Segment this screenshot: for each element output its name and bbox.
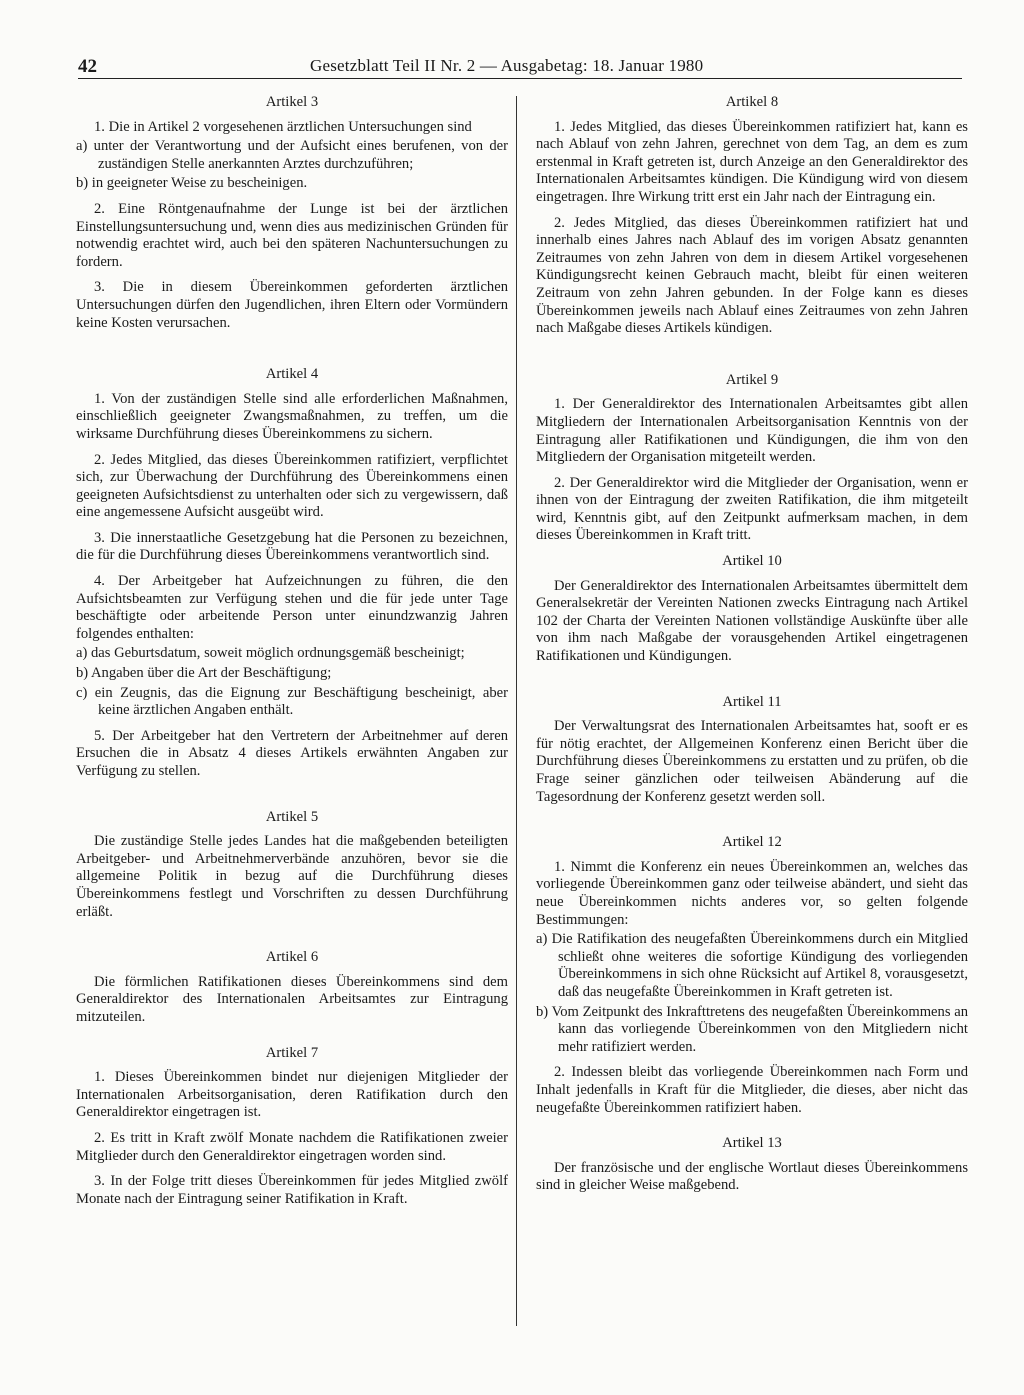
paragraph: 1. Die in Artikel 2 vorgesehenen ärztlichen Untersuchungen sind	[94, 118, 472, 135]
list-item: a) unter der Verantwortung und der Aufsicht eines berufenen, von der zuständigen Stelle anerkannten Arztes durchzuführen;	[76, 138, 508, 172]
article-heading: Artikel 3	[265, 94, 319, 110]
article-heading: Artikel 13	[722, 1135, 782, 1152]
paragraph: Der französische und der englische Wortlaut dieses Übereinkommens sind in gleicher Weise maßgebend.	[536, 1159, 968, 1194]
article-13	[536, 1135, 968, 1195]
paragraph: 3. Die in diesem Übereinkommen geforderten ärztlichen Untersuchungen dürfen den Jugendlichen, ihren Eltern oder Vormündern keine Kosten verursachen.	[76, 279, 508, 331]
paragraph: 2. Indessen bleibt das vorliegende Übereinkommen nach Form und Inhalt jedenfalls in Kraft für die Mitglieder, die dieses, aber nicht das neugefaßte Übereinkommen ratifiziert haben.	[536, 1064, 968, 1116]
article-5	[76, 809, 508, 922]
article-heading: Artikel 4	[265, 366, 319, 383]
right-column	[536, 94, 968, 1203]
paragraph: 1. Dieses Übereinkommen bindet nur diejenigen Mitglieder der Internationalen Arbeitsorganisation, deren Ratifikation durch den Generaldirektor eingetragen ist.	[76, 1069, 508, 1121]
list-item: b) Angaben über die Art der Beschäftigung;	[76, 665, 332, 682]
list-item: b) in geeigneter Weise zu bescheinigen.	[76, 175, 308, 192]
paragraph: 2. Jedes Mitglied, das dieses Übereinkommen ratifiziert hat und innerhalb eines Jahres nach Ablauf des im vorigen Absatz genannten Zeitraumes von zehn Jahren von dem in diesem Artikel vorgesehenen Kündigungsrecht keinen Gebrauch macht, bleibt für einen weiteren Zeitraum von zehn Jahren gebunden. In der Folge kann es dieses Übereinkommen jeweils nach Ablauf eines Zeitraumes von zehn Jahren nach Maßgabe dieses Artikels kündigen.	[536, 214, 968, 337]
article-10	[536, 553, 968, 666]
page-header	[78, 56, 962, 79]
list-item: c) ein Zeugnis, das die Eignung zur Beschäftigung bescheinigt, aber keine ärztlichen Angaben enthält.	[76, 684, 508, 719]
paragraph: 3. Die innerstaatliche Gesetzgebung hat die Personen zu bezeichnen, die für die Durchführung dieses Übereinkommens verantwortlich sind.	[76, 529, 508, 564]
article-6	[76, 949, 508, 1026]
article-9	[536, 372, 968, 545]
paragraph: Die zuständige Stelle jedes Landes hat die maßgebenden beteiligten Arbeitgeber- und Arbeitnehmerverbände anzuhören, bevor sie die allgemeine Politik in bezug auf die Durchführung dieses Übereinkommens festlegt und Vorschriften zu dessen Durchführung erläßt.	[76, 833, 508, 920]
paragraph: 2. Jedes Mitglied, das dieses Übereinkommen ratifiziert, verpflichtet sich, zur Überwachung der Durchführung des Übereinkommens einen geeigneten Aufsichtsdienst zu unterhalten oder sich zu vergewissern, daß eine angemessene Aufsicht ausgeübt wird.	[76, 451, 508, 521]
paragraph: 2. Es tritt in Kraft zwölf Monate nachdem die Ratifikationen zweier Mitglieder durch den Generaldirektor eingetragen worden sind.	[76, 1129, 508, 1164]
article-heading: Artikel 11	[722, 693, 782, 710]
article-11	[536, 694, 968, 807]
paragraph: 1. Der Generaldirektor des Internationalen Arbeitsamtes gibt allen Mitgliedern der Internationalen Arbeitsorganisation Kenntnis von der Eintragung aller Ratifikationen und Kündigungen, die ihm von den Mitgliedern der Organisation mitgeteilt werden.	[536, 396, 968, 466]
article-heading: Artikel 9	[725, 371, 779, 388]
article-heading: Artikel 6	[265, 949, 319, 966]
article-4	[76, 366, 508, 780]
article-8	[536, 94, 968, 338]
article-heading: Artikel 8	[725, 94, 779, 110]
page-number: 42	[78, 56, 97, 77]
paragraph: 4. Der Arbeitgeber hat Aufzeichnungen zu führen, die den Aufsichtsbeamten zur Verfügung stehen und die für jede unter Tage beschäftigte oder arbeitende Person unter einundzwanzig Jahren folgendes enthalten:	[76, 573, 508, 642]
article-12	[536, 834, 968, 1117]
paragraph: 2. Eine Röntgenaufnahme der Lunge ist bei der ärztlichen Einstellungsuntersuchung und, wenn dies aus medizinischen Gründen für notwendig erachtet wird, auch bei den späteren Nachuntersuchungen zu fordern.	[76, 200, 508, 270]
paragraph: 3. In der Folge tritt dieses Übereinkommen für jedes Mitglied zwölf Monate nach der Eintragung seiner Ratifikation in Kraft.	[76, 1173, 508, 1207]
list-item: a) Die Ratifikation des neugefaßten Übereinkommens durch ein Mitglied schließt ohne weiteres die sofortige Kündigung des vorliegenden Übereinkommens in sich ohne Rücksicht auf Artikel 8, vorausgesetzt, daß das neugefaßte Übereinkommen in Kraft getreten ist.	[536, 931, 968, 1000]
list-item: a) das Geburtsdatum, soweit möglich ordnungsgemäß bescheinigt;	[76, 645, 465, 662]
running-title: Gesetzblatt Teil II Nr. 2 — Ausgabetag: 18. Januar 1980	[310, 56, 704, 75]
article-3	[76, 94, 508, 332]
article-heading: Artikel 7	[265, 1044, 319, 1061]
list-item: b) Vom Zeitpunkt des Inkrafttretens des neugefaßten Übereinkommens an kann das vorliegende Übereinkommen von den Mitgliedern nicht mehr ratifiziert werden.	[536, 1003, 968, 1055]
left-column	[76, 94, 508, 1216]
column-divider	[516, 96, 517, 1326]
article-heading: Artikel 5	[265, 808, 319, 825]
paragraph: 5. Der Arbeitgeber hat den Vertretern der Arbeitnehmer auf deren Ersuchen die in Absatz 4 dieses Artikels erwähnten Angaben zur Verfügung zu stellen.	[76, 727, 508, 779]
paragraph: 1. Nimmt die Konferenz ein neues Übereinkommen an, welches das vorliegende Übereinkommen ganz oder teilweise abändert, und sieht das neue Übereinkommen nichts anderes vor, so gelten folgende Bestimmungen:	[536, 858, 968, 928]
article-heading: Artikel 10	[722, 553, 782, 570]
paragraph: 1. Jedes Mitglied, das dieses Übereinkommen ratifiziert hat, kann es nach Ablauf von zehn Jahren, gerechnet von dem Tag, an dem es zum erstenmal in Kraft getreten ist, durch Anzeige an den Generaldirektor des Internationalen Arbeitsamtes kündigen. Die Kündigung wird von diesem eingetragen. Ihre Wirkung tritt erst ein Jahr nach der Eintragung ein.	[536, 118, 968, 205]
paragraph: Der Verwaltungsrat des Internationalen Arbeitsamtes hat, sooft er es für nötig erachtet, der Allgemeinen Konferenz einen Bericht über die Durchführung dieses Übereinkommens zu erstatten und zu prüfen, ob die Frage seiner gänzlichen oder teilweisen Abänderung auf die Tagesordnung der Konferenz gesetzt werden soll.	[536, 718, 968, 805]
paragraph: 1. Von der zuständigen Stelle sind alle erforderlichen Maßnahmen, einschließlich geeigneter Zwangsmaßnahmen, zu treffen, um die wirksame Durchführung dieses Übereinkommens zu sichern.	[76, 390, 508, 442]
paragraph: Die förmlichen Ratifikationen dieses Übereinkommens sind dem Generaldirektor des Internationalen Arbeitsamtes zur Eintragung mitzuteilen.	[76, 973, 508, 1025]
paragraph: 2. Der Generaldirektor wird die Mitglieder der Organisation, wenn er ihnen von der Eintragung der zweiten Ratifikation, die ihm mitgeteilt wird, Kenntnis gibt, auf den Zeitpunkt aufmerksam machen, in dem dieses Übereinkommen in Kraft tritt.	[536, 474, 968, 544]
paragraph: Der Generaldirektor des Internationalen Arbeitsamtes übermittelt dem Generalsekretär der Vereinten Nationen zwecks Eintragung nach Artikel 102 der Charta der Vereinten Nationen vollständige Auskünfte über alle von ihm nach Maßgabe der vorausgehenden Artikel eingetragenen Ratifikationen und Kündigungen.	[536, 577, 968, 665]
article-heading: Artikel 12	[722, 834, 782, 851]
article-7	[76, 1045, 508, 1209]
